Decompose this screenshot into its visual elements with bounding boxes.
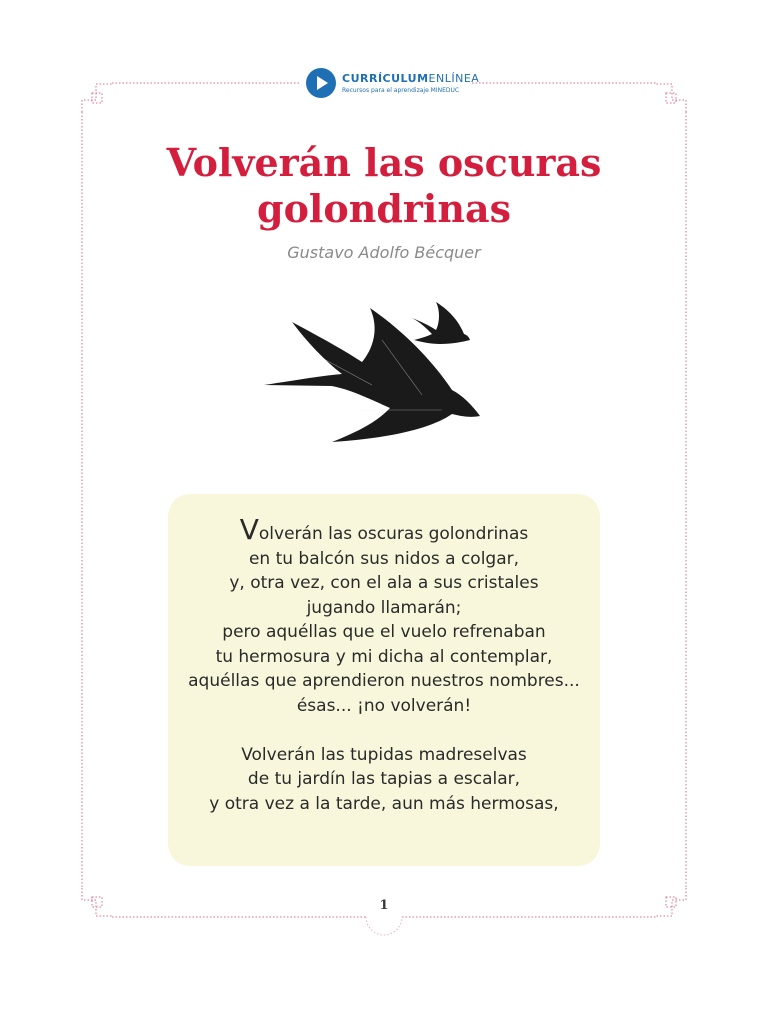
poem-line: pero aquéllas que el vuelo refrenaban xyxy=(222,622,546,642)
stanza-break xyxy=(168,718,600,743)
poem-line: aquéllas que aprendieron nuestros nombres... xyxy=(188,671,580,691)
logo-name: CURRÍCULUMENLÍNEA xyxy=(342,72,480,85)
author-name: Gustavo Adolfo Bécquer xyxy=(287,243,481,262)
poem-line: de tu jardín las tapias a escalar, xyxy=(247,769,521,789)
poem-box xyxy=(168,494,600,866)
play-arrow-icon xyxy=(306,68,336,98)
page-number: 1 xyxy=(379,898,389,913)
poem-title xyxy=(0,140,768,232)
poem-line-1: Volverán las oscuras golondrinas xyxy=(239,513,529,546)
poem-line: y otra vez a la tarde, aun más hermosas, xyxy=(209,793,559,814)
logo-tagline: Recursos para el aprendizaje MINEDUC xyxy=(342,87,460,94)
title-line-2: golondrinas xyxy=(257,186,511,231)
poem-line: en tu balcón sus nidos a colgar, xyxy=(248,548,520,569)
poem-line: jugando llamarán; xyxy=(306,597,462,618)
drop-cap: V xyxy=(239,513,259,546)
title-line-1: Volverán las oscuras xyxy=(166,140,602,185)
poem-text xyxy=(168,513,600,816)
poem-line: ésas... ¡no volverán! xyxy=(296,695,472,716)
swallows-illustration xyxy=(262,300,492,450)
poem-line: y, otra vez, con el ala a sus cristales xyxy=(229,573,539,593)
poem-line: tu hermosura y mi dicha al contemplar, xyxy=(215,646,553,667)
poem-line: Volverán las tupidas madreselvas xyxy=(241,744,527,765)
